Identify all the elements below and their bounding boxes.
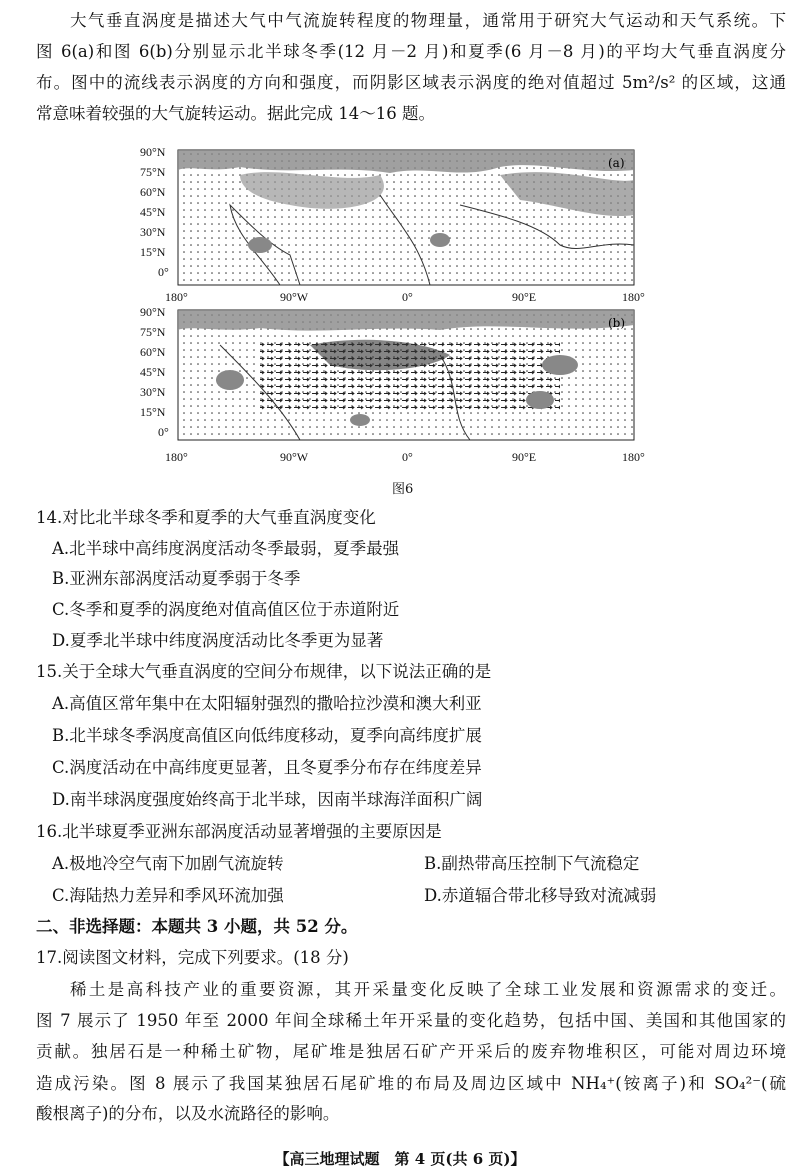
intro-line-4: 常意味着较强的大气旋转运动。据此完成 14～16 题。 [36, 104, 435, 123]
intro-line-3: 布。图中的流线表示涡度的方向和强度，而阴影区域表示涡度的绝对值超过 5m²/s² 的区域，这通 [36, 73, 786, 92]
ytick-b-45N: 45°N [140, 365, 166, 379]
xtick-b-90e: 90°E [512, 450, 537, 464]
q16-option-c: C.海陆热力差异和季风环流加强 [52, 886, 284, 905]
page-footer: 【高三地理试题 第 4 页(共 6 页)】 [274, 1150, 526, 1168]
q16-option-a: A.极地冷空气南下加剧气流旋转 [52, 854, 284, 873]
panel-a-label: (a) [608, 156, 625, 170]
xtick-b-180w: 180° [165, 450, 188, 464]
ytick-a-45N: 45°N [140, 205, 166, 219]
ytick-a-15N: 15°N [140, 245, 166, 259]
q16-option-b: B.副热带高压控制下气流稳定 [424, 854, 640, 873]
ytick-b-75N: 75°N [140, 325, 166, 339]
q15-option-a: A.高值区常年集中在太阳辐射强烈的撒哈拉沙漠和澳大利亚 [52, 694, 482, 713]
xtick-b-180e: 180° [622, 450, 645, 464]
q14-option-c: C.冬季和夏季的涡度绝对值高值区位于赤道附近 [52, 600, 400, 619]
figure-caption: 图6 [392, 482, 414, 497]
xtick-b-90w: 90°W [280, 450, 309, 464]
q15-option-d: D.南半球涡度强度始终高于北半球，因南半球海洋面积广阔 [52, 790, 483, 809]
ytick-b-60N: 60°N [140, 345, 166, 359]
xtick-b-0: 0° [402, 450, 413, 464]
q17-para-line-3: 贡献。独居石是一种稀土矿物，尾矿堆是独居石矿产开采后的废弃物堆积区，可能对周边环境 [36, 1042, 786, 1061]
ytick-a-30N: 30°N [140, 225, 166, 239]
q14-option-a: A.北半球中高纬度涡度活动冬季最弱，夏季最强 [52, 539, 400, 558]
xtick-a-90e: 90°E [512, 290, 537, 304]
panel-a-map [178, 150, 634, 285]
xtick-a-180w: 180° [165, 290, 188, 304]
intro-line-1: 大气垂直涡度是描述大气中气流旋转程度的物理量，通常用于研究大气运动和天气系统。下 [70, 11, 786, 30]
panel-b-map [178, 310, 634, 440]
panel-b-label: (b) [608, 316, 626, 330]
intro-line-2: 图 6(a)和图 6(b)分别显示北半球冬季(12 月－2 月)和夏季(6 月－8 月)的平均大气垂直涡度分 [36, 42, 786, 61]
q17-para-line-2: 图 7 展示了 1950 年至 2000 年间全球稀土年开采量的变化趋势，包括中国、美国和其他国家的 [36, 1011, 786, 1030]
xtick-a-90w: 90°W [280, 290, 309, 304]
q17-para-line-5: 酸根离子)的分布，以及水流路径的影响。 [36, 1104, 340, 1123]
ytick-a-75N: 75°N [140, 165, 166, 179]
section-2-heading: 二、非选择题：本题共 3 小题，共 52 分。 [36, 917, 358, 936]
ytick-b-15N: 15°N [140, 405, 166, 419]
q14-option-d: D.夏季北半球中纬度涡度活动比冬季更为显著 [52, 631, 384, 650]
xtick-a-0: 0° [402, 290, 413, 304]
q16-stem: 16.北半球夏季亚洲东部涡度活动显著增强的主要原因是 [36, 822, 442, 841]
q17-para-line-1: 稀土是高科技产业的重要资源，其开采量变化反映了全球工业发展和资源需求的变迁。 [70, 980, 786, 999]
ytick-a-0: 0° [158, 265, 169, 279]
q15-option-c: C.涡度活动在中高纬度更显著，且冬夏季分布存在纬度差异 [52, 758, 482, 777]
ytick-b-30N: 30°N [140, 385, 166, 399]
q15-stem: 15.关于全球大气垂直涡度的空间分布规律，以下说法正确的是 [36, 662, 492, 681]
q15-option-b: B.北半球冬季涡度高值区向低纬度移动，夏季向高纬度扩展 [52, 726, 482, 745]
ytick-a-60N: 60°N [140, 185, 166, 199]
q14-stem: 14.对比北半球冬季和夏季的大气垂直涡度变化 [36, 508, 376, 527]
q17-para-line-4: 造成污染。图 8 展示了我国某独居石尾矿堆的布局及周边区域中 NH₄⁺(铵离子)和 SO₄²⁻(硫 [36, 1074, 786, 1093]
figure-6 [140, 145, 660, 485]
ytick-b-90N: 90°N [140, 305, 166, 319]
xtick-a-180e: 180° [622, 290, 645, 304]
q16-option-d: D.赤道辐合带北移导致对流减弱 [424, 886, 657, 905]
ytick-b-0: 0° [158, 425, 169, 439]
ytick-a-90N: 90°N [140, 145, 166, 159]
vorticity-maps [140, 145, 660, 465]
q14-option-b: B.亚洲东部涡度活动夏季弱于冬季 [52, 569, 301, 588]
q17-stem: 17.阅读图文材料，完成下列要求。(18 分) [36, 948, 349, 967]
